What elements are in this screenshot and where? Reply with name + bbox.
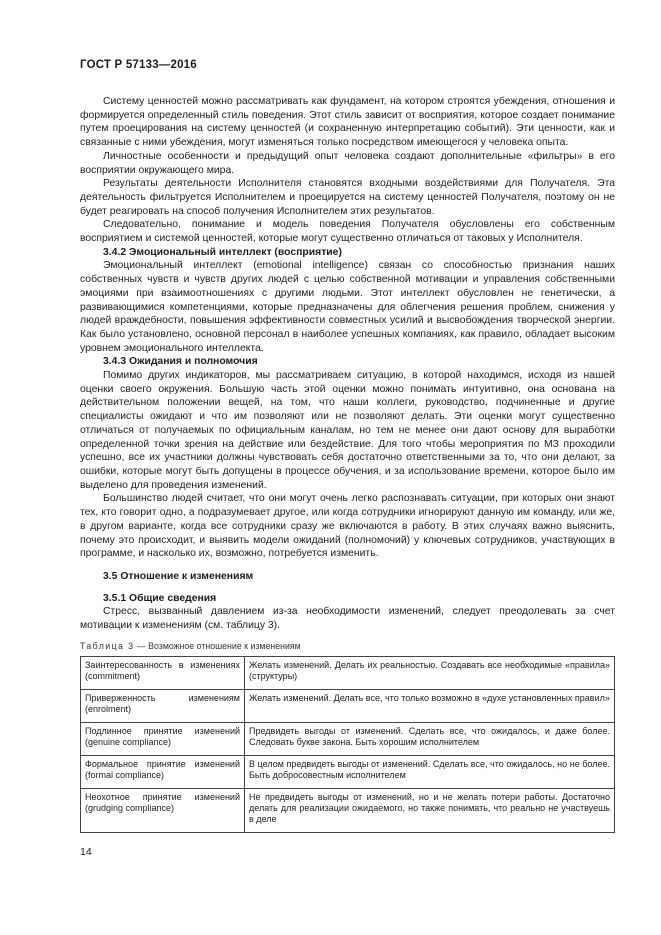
paragraph: Стресс, вызванный давлением из-за необходимости изменений, следует преодолевать за счет мотивации к изменениям (см. таблицу 3). bbox=[80, 606, 615, 632]
table-cell-description: В целом предвидеть выгоды от изменений. Сделать все, что ожидалось, но не более. Быть добросовестным исполнителем bbox=[245, 756, 615, 789]
table-cell-term: Подлинное принятие изменений (genuine compliance) bbox=[81, 723, 245, 756]
table-cell-term: Формальное принятие изменений (formal compliance) bbox=[81, 756, 245, 789]
table-caption-text: — Возможное отношение к изменениям bbox=[134, 641, 301, 651]
section-heading-3-5: 3.5 Отношение к изменениям bbox=[103, 570, 254, 582]
table-row bbox=[81, 690, 615, 723]
section-heading-3-4-3: 3.4.3 Ожидания и полномочия bbox=[103, 356, 258, 368]
table-cell-description: Желать изменений. Делать их реальностью. Создавать все необходимые «правила» (структуры) bbox=[245, 657, 615, 690]
table-row bbox=[81, 657, 615, 690]
table-row bbox=[81, 723, 615, 756]
section-heading-3-5-1: 3.5.1 Общие сведения bbox=[103, 592, 217, 604]
table-caption bbox=[80, 641, 301, 651]
table-caption-label: Таблица 3 bbox=[80, 641, 135, 651]
body-text bbox=[80, 95, 615, 633]
table-row bbox=[81, 789, 615, 833]
page-number: 14 bbox=[80, 846, 92, 858]
paragraph: Следовательно, понимание и модель поведения Получателя обусловлены его собственным восприятием и системой ценностей, которые могут существенно отличаться от таковых у Исполнителя. bbox=[80, 219, 615, 245]
table-cell-description: Не предвидеть выгоды от изменений, но и не желать потери работы. Достаточно делать для реализации ожидаемого, но также понимать, что реально не участвуешь в деле bbox=[245, 789, 615, 833]
table-row bbox=[81, 756, 615, 789]
paragraph: Систему ценностей можно рассматривать как фундамент, на котором строятся убеждения, отношения и формируется определенный стиль поведения. Этот стиль зависит от восприятия, которое создает понимание путем проецирования на систему ценностей (и сохраненную интерпретацию событий). Эти ценности, как и связанные с ними убеждения, могут изменяться только посредством имеющегося у человека опыта. bbox=[80, 96, 615, 149]
paragraph: Большинство людей считает, что они могут очень легко распознавать ситуации, при которых они знают тех, кто говорит одно, а подразумевает другое, или когда сотрудники игнорируют данную им команду, или же, в другом варианте, когда все сотрудники сразу же включаются в работу. В этих случаях важно выяснить, почему это происходит, и выявить модели ожиданий (полномочий) у ключевых сотрудников, участвующих в программе, и насколько их, возможно, потребуется изменить. bbox=[80, 493, 615, 560]
paragraph: Личностные особенности и предыдущий опыт человека создают дополнительные «фильтры» в его восприятии окружающего мира. bbox=[80, 150, 615, 176]
attitudes-table bbox=[80, 656, 615, 833]
table-cell-description: Предвидеть выгоды от изменений. Сделать все, что ожидалось, и даже более. Следовать букве закона. Быть хорошим исполнителем bbox=[245, 723, 615, 756]
paragraph: Результаты деятельности Исполнителя становятся входными воздействиями для Получателя. Эта деятельность фильтруется Исполнителем и проецируется на систему ценностей Получателя, поэтому он не будет реагировать на способ получения Исполнителем этих результатов. bbox=[80, 178, 615, 217]
section-heading-3-4-2: 3.4.2 Эмоциональный интеллект (восприятие) bbox=[103, 246, 342, 258]
table-cell-description: Желать изменений. Делать все, что только возможно в «духе установленных правил» bbox=[245, 690, 615, 723]
paragraph: Эмоциональный интеллект (emotional intelligence) связан со способностью признания наших собственных чувств и чувств других людей с целью собственной мотивации и управления собственными эмоциями при взаимоотношениях с другими людьми. Этот интеллект обусловлен не генетически, а развивающимися компетенциями, которые предназначены для облегчения решения проблем, снижения у людей враждебности, повышения эффективности совместных усилий и высвобождения творческой энергии. Как было установлено, основной персонал в наиболее успешных компаниях, как правило, обладает высоким уровнем эмоционального интеллекта. bbox=[80, 260, 615, 354]
table-cell-term: Неохотное принятие изменений (grudging compliance) bbox=[81, 789, 245, 833]
document-header: ГОСТ Р 57133—2016 bbox=[80, 59, 197, 71]
table-cell-term: Приверженность изменениям (enrolment) bbox=[81, 690, 245, 723]
table-cell-term: Заинтересованность в изменениях (commitment) bbox=[81, 657, 245, 690]
paragraph: Помимо других индикаторов, мы рассматриваем ситуацию, в которой находимся, исходя из нашей оценки своего окружения. Большую часть этой оценки можно понимать интуитивно, она основана на действительном положении вещей, на том, что наши коллеги, руководство, подчиненные и другие специалисты ожидают и что им позволяют или не позволяют делать. Эти оценки могут существенно отличаться от получаемых по официальным каналам, но тем не менее они дают основу для выработки определенной точки зрения на действие или бездействие. Для того чтобы мероприятия по МЗ проходили успешно, все их участники должны чувствовать себя достаточно ответственными за то, что они делают, за ошибки, которые могут быть допущены в процессе обучения, и за использование времени, которое было им выделено для проведения изменений. bbox=[80, 370, 615, 491]
